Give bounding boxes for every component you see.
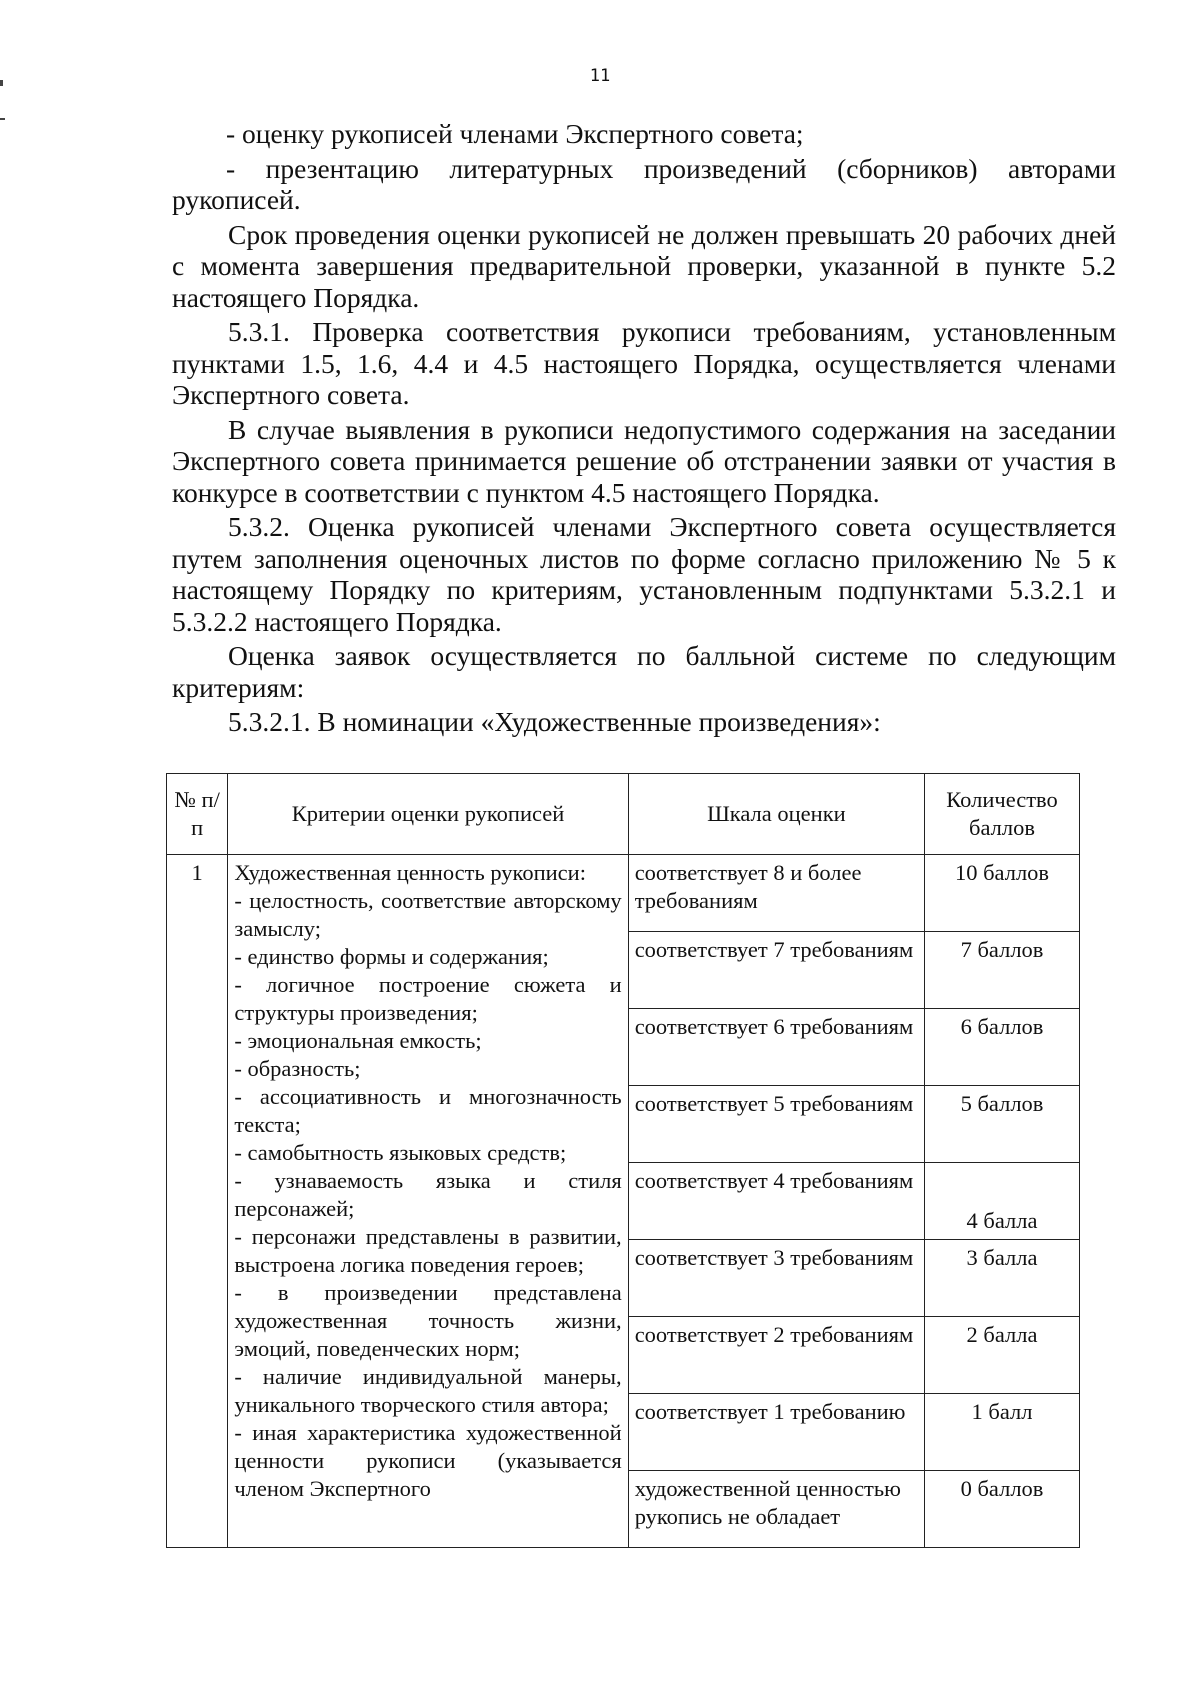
criteria-line: - ассоциативность и многозначность текста; [234,1084,622,1137]
criteria-line: - в произведении представлена художественная точность жизни, эмоций, поведенческих норм; [234,1280,622,1361]
scale-cell: соответствует 2 требованиям [628,1317,924,1394]
header-points: Количество баллов [925,774,1080,855]
row-number: 1 [167,855,228,1548]
points-cell: 0 баллов [925,1471,1080,1548]
criteria-line: - иная характеристика художественной ценности рукописи (указывается членом Экспертного [234,1420,622,1501]
scale-cell: соответствует 5 требованиям [628,1086,924,1163]
paragraph-inadmissible-content: В случае выявления в рукописи недопустимого содержания на заседании Экспертного совета принимается решение об отстранении заявки от участия в конкурсе в соответствии с пунктом 4.5 настоящего Порядка. [172,413,1116,508]
criteria-line: - персонажи представлены в развитии, выстроена логика поведения героев; [234,1224,622,1277]
paragraph-5-3-2: 5.3.2. Оценка рукописей членами Экспертного совета осуществляется путем заполнения оценочных листов по форме согласно приложению № 5 к настоящему Порядку по критериям, установленным подпунктами 5.3.2.1 и 5.3.2.2 настоящего Порядка. [172,511,1116,637]
criteria-line: - самобытность языковых средств; [234,1140,567,1165]
points-cell: 2 балла [925,1317,1080,1394]
criteria-cell [228,855,628,1548]
criteria-line: - наличие индивидуальной манеры, уникального творческого стиля автора; [234,1364,622,1417]
paragraph-deadline: Срок проведения оценки рукописей не должен превышать 20 рабочих дней с момента завершения предварительной проверки, указанной в пункте 5.2 настоящего Порядка. [172,218,1116,313]
scale-cell: соответствует 7 требованиям [628,932,924,1009]
criteria-line: - целостность, соответствие авторскому замыслу; [234,888,622,941]
criteria-line: - логичное построение сюжета и структуры произведения; [234,972,622,1025]
scan-artifact [0,118,5,120]
criteria-table [166,773,1080,1548]
criteria-line: - образность; [234,1056,361,1081]
header-criteria: Критерии оценки рукописей [228,774,628,855]
header-scale: Шкала оценки [628,774,924,855]
scale-cell: соответствует 6 требованиям [628,1009,924,1086]
scan-artifact [0,80,3,86]
scale-cell: соответствует 3 требованиям [628,1240,924,1317]
criteria-line: Художественная ценность рукописи: [234,860,586,885]
criteria-line: - единство формы и содержания; [234,944,549,969]
paragraph-bullet-2: - презентацию литературных произведений (сборников) авторами рукописей. [172,152,1116,215]
body-text [172,118,1116,741]
paragraph-scoring-system: Оценка заявок осуществляется по балльной системе по следующим критериям: [172,640,1116,703]
scale-cell: соответствует 8 и более требованиям [628,855,924,932]
points-cell: 10 баллов [925,855,1080,932]
criteria-line: - эмоциональная емкость; [234,1028,482,1053]
points-cell: 4 балла [925,1163,1080,1240]
paragraph-5-3-1: 5.3.1. Проверка соответствия рукописи требованиям, установленным пунктами 1.5, 1.6, 4.4 и 4.5 настоящего Порядка, осуществляется членами Экспертного совета. [172,316,1116,410]
criteria-line: - узнаваемость языка и стиля персонажей; [234,1168,622,1221]
scale-cell: художественной ценностью рукопись не обладает [628,1471,924,1548]
scale-cell: соответствует 4 требованиям [628,1163,924,1240]
page-number: 11 [589,66,611,86]
paragraph-bullet-1: - оценку рукописей членами Экспертного совета; [226,118,804,149]
table-row [167,855,1080,932]
points-cell: 7 баллов [925,932,1080,1009]
points-cell: 1 балл [925,1394,1080,1471]
table-header-row [167,774,1080,855]
paragraph-5-3-2-1: 5.3.2.1. В номинации «Художественные произведения»: [228,706,881,737]
scale-cell: соответствует 1 требованию [628,1394,924,1471]
points-cell: 3 балла [925,1240,1080,1317]
points-cell: 5 баллов [925,1086,1080,1163]
points-cell: 6 баллов [925,1009,1080,1086]
header-number: № п/п [167,774,228,855]
